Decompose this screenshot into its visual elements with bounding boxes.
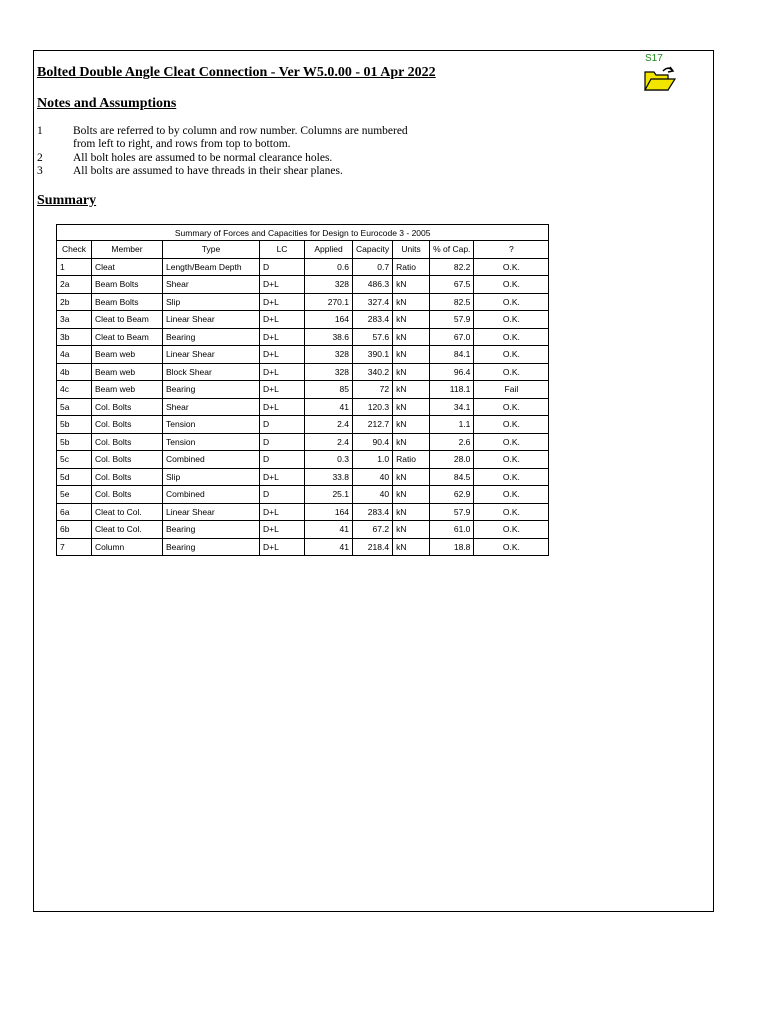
cell-member: Beam Bolts — [92, 293, 163, 311]
cell-type: Block Shear — [163, 363, 260, 381]
table-body — [57, 258, 549, 556]
cell-status: O.K. — [474, 293, 549, 311]
cell-units: kN — [393, 468, 430, 486]
table-row — [57, 346, 549, 364]
cell-capacity: 390.1 — [353, 346, 393, 364]
cell-check: 3a — [57, 311, 92, 329]
cell-member: Col. Bolts — [92, 398, 163, 416]
cell-member: Beam web — [92, 381, 163, 399]
note-number: 1 — [37, 125, 43, 137]
cell-member: Col. Bolts — [92, 433, 163, 451]
cell-lc: D+L — [260, 521, 305, 539]
header-member: Member — [92, 241, 163, 259]
cell-check: 4b — [57, 363, 92, 381]
cell-check: 5b — [57, 416, 92, 434]
document-title: Bolted Double Angle Cleat Connection - Ver W5.0.00 - 01 Apr 2022 — [37, 65, 436, 80]
table-row — [57, 258, 549, 276]
header-percent-capacity: % of Cap. — [430, 241, 474, 259]
cell-applied: 41 — [305, 538, 353, 556]
cell-lc: D+L — [260, 293, 305, 311]
cell-capacity: 283.4 — [353, 311, 393, 329]
header-lc: LC — [260, 241, 305, 259]
cell-percent-capacity: 34.1 — [430, 398, 474, 416]
table-row — [57, 398, 549, 416]
cell-status: O.K. — [474, 451, 549, 469]
cell-applied: 328 — [305, 363, 353, 381]
cell-lc: D+L — [260, 468, 305, 486]
cell-applied: 2.4 — [305, 416, 353, 434]
cell-capacity: 283.4 — [353, 503, 393, 521]
cell-status: O.K. — [474, 311, 549, 329]
cell-applied: 270.1 — [305, 293, 353, 311]
cell-lc: D — [260, 451, 305, 469]
cell-lc: D+L — [260, 398, 305, 416]
table-row — [57, 276, 549, 294]
cell-check: 6a — [57, 503, 92, 521]
cell-type: Tension — [163, 416, 260, 434]
cell-capacity: 120.3 — [353, 398, 393, 416]
table-row — [57, 503, 549, 521]
cell-applied: 2.4 — [305, 433, 353, 451]
cell-units: kN — [393, 486, 430, 504]
cell-capacity: 340.2 — [353, 363, 393, 381]
cell-percent-capacity: 61.0 — [430, 521, 474, 539]
cell-check: 4c — [57, 381, 92, 399]
cell-type: Shear — [163, 398, 260, 416]
cell-check: 4a — [57, 346, 92, 364]
cell-percent-capacity: 67.0 — [430, 328, 474, 346]
cell-percent-capacity: 2.6 — [430, 433, 474, 451]
cell-capacity: 40 — [353, 486, 393, 504]
cell-units: kN — [393, 293, 430, 311]
cell-percent-capacity: 67.5 — [430, 276, 474, 294]
cell-type: Shear — [163, 276, 260, 294]
cell-capacity: 327.4 — [353, 293, 393, 311]
cell-type: Slip — [163, 468, 260, 486]
cell-type: Bearing — [163, 328, 260, 346]
cell-units: kN — [393, 433, 430, 451]
cell-type: Linear Shear — [163, 311, 260, 329]
cell-check: 7 — [57, 538, 92, 556]
cell-percent-capacity: 18.8 — [430, 538, 474, 556]
cell-units: kN — [393, 416, 430, 434]
cell-applied: 38.6 — [305, 328, 353, 346]
cell-check: 5e — [57, 486, 92, 504]
cell-lc: D+L — [260, 276, 305, 294]
cell-type: Linear Shear — [163, 503, 260, 521]
cell-check: 5d — [57, 468, 92, 486]
cell-member: Cleat to Col. — [92, 521, 163, 539]
table-row — [57, 451, 549, 469]
cell-check: 2b — [57, 293, 92, 311]
cell-check: 5c — [57, 451, 92, 469]
cell-percent-capacity: 82.5 — [430, 293, 474, 311]
table-row — [57, 293, 549, 311]
cell-member: Column — [92, 538, 163, 556]
note-item — [37, 125, 413, 152]
cell-type: Bearing — [163, 381, 260, 399]
cell-applied: 85 — [305, 381, 353, 399]
cell-units: kN — [393, 538, 430, 556]
cell-units: kN — [393, 398, 430, 416]
cell-member: Col. Bolts — [92, 486, 163, 504]
cell-percent-capacity: 1.1 — [430, 416, 474, 434]
cell-units: kN — [393, 328, 430, 346]
header-check: Check — [57, 241, 92, 259]
cell-percent-capacity: 62.9 — [430, 486, 474, 504]
table-row — [57, 416, 549, 434]
cell-check: 5a — [57, 398, 92, 416]
cell-status: O.K. — [474, 398, 549, 416]
cell-lc: D+L — [260, 328, 305, 346]
table-row — [57, 328, 549, 346]
table-row — [57, 363, 549, 381]
cell-type: Tension — [163, 433, 260, 451]
cell-member: Beam web — [92, 363, 163, 381]
note-number: 2 — [37, 151, 43, 164]
cell-units: Ratio — [393, 451, 430, 469]
header-status: ? — [474, 241, 549, 259]
cell-status: O.K. — [474, 363, 549, 381]
cell-status: O.K. — [474, 258, 549, 276]
note-item — [37, 152, 413, 165]
table-row — [57, 521, 549, 539]
cell-percent-capacity: 57.9 — [430, 311, 474, 329]
cell-capacity: 57.6 — [353, 328, 393, 346]
cell-lc: D+L — [260, 346, 305, 364]
cell-status: O.K. — [474, 433, 549, 451]
cell-capacity: 218.4 — [353, 538, 393, 556]
cell-applied: 328 — [305, 346, 353, 364]
cell-applied: 41 — [305, 521, 353, 539]
summary-heading: Summary — [37, 193, 97, 208]
cell-member: Cleat to Col. — [92, 503, 163, 521]
table-row — [57, 468, 549, 486]
cell-percent-capacity: 96.4 — [430, 363, 474, 381]
cell-check: 2a — [57, 276, 92, 294]
cell-capacity: 486.3 — [353, 276, 393, 294]
cell-status: O.K. — [474, 468, 549, 486]
cell-percent-capacity: 57.9 — [430, 503, 474, 521]
cell-type: Bearing — [163, 521, 260, 539]
cell-member: Cleat to Beam — [92, 328, 163, 346]
cell-type: Combined — [163, 486, 260, 504]
cell-applied: 164 — [305, 503, 353, 521]
cell-type: Linear Shear — [163, 346, 260, 364]
cell-type: Length/Beam Depth — [163, 258, 260, 276]
cell-status: O.K. — [474, 486, 549, 504]
cell-status: O.K. — [474, 538, 549, 556]
cell-type: Combined — [163, 451, 260, 469]
cell-type: Slip — [163, 293, 260, 311]
cell-capacity: 40 — [353, 468, 393, 486]
table-row — [57, 538, 549, 556]
header-applied: Applied — [305, 241, 353, 259]
cell-member: Col. Bolts — [92, 416, 163, 434]
header-capacity: Capacity — [353, 241, 393, 259]
cell-check: 6b — [57, 521, 92, 539]
note-text: All bolt holes are assumed to be normal clearance holes. — [73, 151, 333, 164]
cell-lc: D+L — [260, 311, 305, 329]
sheet-tag: S17 — [645, 53, 663, 64]
cell-capacity: 212.7 — [353, 416, 393, 434]
cell-units: kN — [393, 521, 430, 539]
cell-applied: 33.8 — [305, 468, 353, 486]
cell-capacity: 90.4 — [353, 433, 393, 451]
cell-units: kN — [393, 381, 430, 399]
cell-units: kN — [393, 276, 430, 294]
cell-units: Ratio — [393, 258, 430, 276]
notes-heading: Notes and Assumptions — [37, 96, 177, 111]
cell-percent-capacity: 118.1 — [430, 381, 474, 399]
table-row — [57, 381, 549, 399]
cell-units: kN — [393, 311, 430, 329]
cell-applied: 41 — [305, 398, 353, 416]
note-text: All bolts are assumed to have threads in their shear planes. — [73, 164, 343, 177]
cell-status: O.K. — [474, 416, 549, 434]
table-row — [57, 433, 549, 451]
cell-status: O.K. — [474, 346, 549, 364]
cell-lc: D — [260, 258, 305, 276]
cell-lc: D — [260, 486, 305, 504]
cell-percent-capacity: 82.2 — [430, 258, 474, 276]
cell-member: Col. Bolts — [92, 468, 163, 486]
cell-units: kN — [393, 363, 430, 381]
notes-list — [37, 125, 413, 178]
table-header-row — [57, 241, 549, 259]
cell-lc: D+L — [260, 538, 305, 556]
table-row — [57, 486, 549, 504]
cell-percent-capacity: 84.1 — [430, 346, 474, 364]
cell-lc: D+L — [260, 381, 305, 399]
cell-status: O.K. — [474, 503, 549, 521]
cell-capacity: 67.2 — [353, 521, 393, 539]
cell-applied: 25.1 — [305, 486, 353, 504]
note-text: Bolts are referred to by column and row number. Columns are numbered from left to right, and rows from top to bottom. — [73, 125, 408, 151]
cell-lc: D+L — [260, 503, 305, 521]
note-number: 3 — [37, 164, 43, 177]
summary-table — [56, 224, 549, 556]
cell-percent-capacity: 28.0 — [430, 451, 474, 469]
cell-status: O.K. — [474, 521, 549, 539]
cell-member: Beam web — [92, 346, 163, 364]
cell-percent-capacity: 84.5 — [430, 468, 474, 486]
table-row — [57, 311, 549, 329]
header-units: Units — [393, 241, 430, 259]
cell-lc: D — [260, 416, 305, 434]
cell-capacity: 0.7 — [353, 258, 393, 276]
cell-type: Bearing — [163, 538, 260, 556]
cell-capacity: 72 — [353, 381, 393, 399]
cell-status: O.K. — [474, 328, 549, 346]
cell-check: 3b — [57, 328, 92, 346]
note-item — [37, 165, 413, 178]
cell-status: O.K. — [474, 276, 549, 294]
cell-check: 1 — [57, 258, 92, 276]
cell-check: 5b — [57, 433, 92, 451]
cell-applied: 164 — [305, 311, 353, 329]
cell-units: kN — [393, 346, 430, 364]
table-caption: Summary of Forces and Capacities for Design to Eurocode 3 - 2005 — [57, 225, 549, 241]
cell-lc: D+L — [260, 363, 305, 381]
cell-applied: 0.6 — [305, 258, 353, 276]
cell-units: kN — [393, 503, 430, 521]
cell-member: Beam Bolts — [92, 276, 163, 294]
cell-applied: 0.3 — [305, 451, 353, 469]
cell-capacity: 1.0 — [353, 451, 393, 469]
cell-member: Col. Bolts — [92, 451, 163, 469]
cell-lc: D — [260, 433, 305, 451]
cell-applied: 328 — [305, 276, 353, 294]
open-folder-icon[interactable] — [644, 66, 676, 92]
cell-member: Cleat — [92, 258, 163, 276]
header-type: Type — [163, 241, 260, 259]
cell-status: Fail — [474, 381, 549, 399]
cell-member: Cleat to Beam — [92, 311, 163, 329]
